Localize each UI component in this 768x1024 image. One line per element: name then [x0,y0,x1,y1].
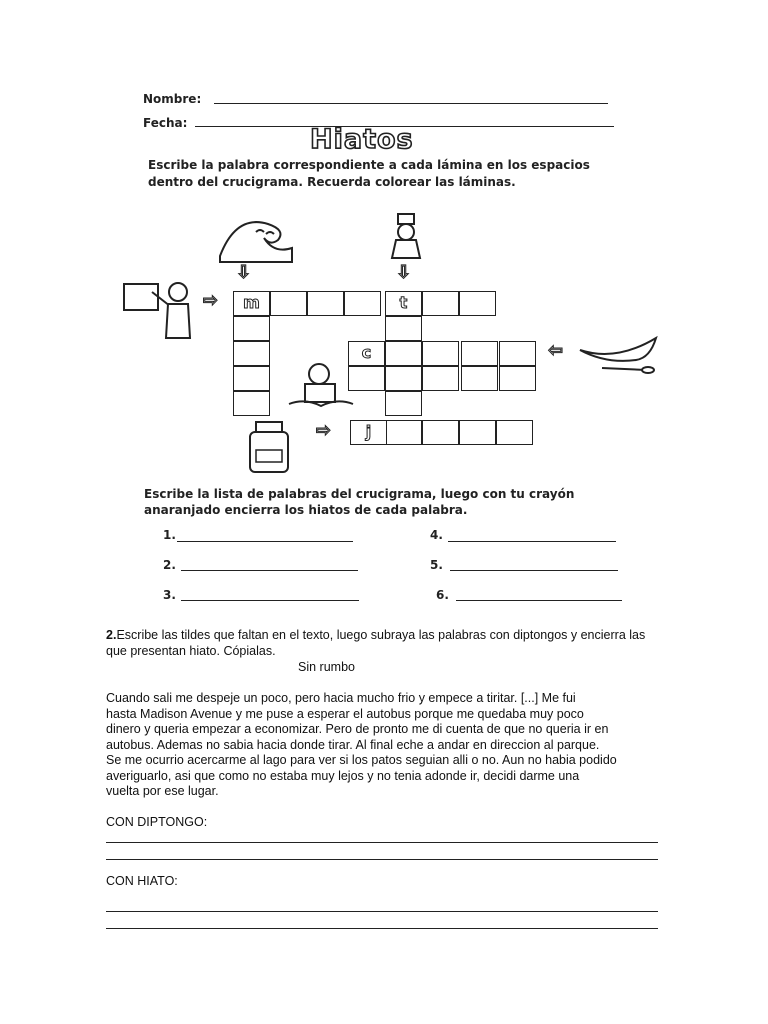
crossword-cell[interactable] [422,366,459,391]
crossword-cell[interactable] [496,420,533,445]
crossword-cell[interactable] [233,316,270,341]
instructions-1-line-2: dentro del crucigrama. Recuerda colorear las láminas. [148,175,516,189]
crossword-cell[interactable] [385,420,422,445]
jar-illustration [246,420,294,474]
child-reading-illustration [285,360,357,412]
hiato-label: CON HIATO: [106,874,178,888]
nombre-field[interactable] [214,103,608,104]
answer-number: 4. [430,528,443,542]
crossword-cell[interactable] [461,341,498,366]
answer-number: 1. [163,528,176,542]
instructions-1-line-1: Escribe la palabra correspondiente a cada lámina en los espacios [148,158,590,172]
prompt-line-2: que presentan hiato. Cópialas. [106,643,276,658]
answer-line-6[interactable] [456,600,622,601]
crossword-cell[interactable]: c [348,341,385,366]
teacher-illustration [122,278,202,342]
canoe-illustration [576,332,660,376]
paragraph-line: dinero y queria empezar a economizar. Pero de pronto me di cuenta de que no queria ir en [106,722,609,736]
crossword-cell[interactable] [385,391,422,416]
paragraph-line: hasta Madison Avenue y me puse a esperar el autobus porque me quedaba muy poco [106,706,584,721]
paragraph-line: autobus. Ademas no sabia hacia donde tirar. Al final eche a andar en direccion al parque. [106,737,600,752]
crossword-cell[interactable] [422,420,459,445]
text-title: Sin rumbo [298,660,355,674]
answer-number: 5. [430,558,443,572]
fecha-label: Fecha: [143,116,188,130]
instructions-2 [144,486,574,518]
crossword-cell[interactable] [348,366,385,391]
paragraph-line: vuelta por ese lugar. [106,784,219,798]
crossword-cell[interactable] [459,291,496,316]
crossword-cell[interactable] [422,291,459,316]
answer-number: 6. [436,588,449,602]
right-arrow-icon: ⇨ [316,420,332,441]
paragraph-line: Se me ocurrio acercarme al lago para ver si los patos seguian alli o no. Aun no habia podido [106,753,617,767]
answer-number: 2. [163,558,176,572]
crossword-cell[interactable] [344,291,381,316]
exercise-2-prompt [106,628,645,659]
hiato-answer-line-1[interactable] [106,911,658,912]
page-title: Hiatos [310,124,414,155]
instructions-1 [148,157,590,191]
paragraph-line: averiguarlo, asi que como no estaba muy lejos y no tenia adonde ir, decidi darme una [106,768,580,783]
crossword-cell[interactable] [385,366,422,391]
crossword-cell[interactable] [422,341,459,366]
hiato-answer-line-2[interactable] [106,928,658,929]
crossword-cell[interactable] [307,291,344,316]
crossword-cell[interactable] [499,341,536,366]
crossword-cell[interactable] [385,316,422,341]
prompt-line-1: Escribe las tildes que faltan en el texto, luego subraya las palabras con diptongos y encierra las [116,628,646,642]
character-illustration [384,212,428,262]
wave-illustration [216,210,296,265]
crossword-cell[interactable] [459,420,496,445]
crossword-cell[interactable] [233,366,270,391]
right-arrow-icon: ⇨ [203,290,219,311]
diptongo-label: CON DIPTONGO: [106,815,208,829]
crossword-cell[interactable] [461,366,498,391]
answer-number: 3. [163,588,176,602]
paragraph-line: Cuando sali me despeje un poco, pero hacia mucho frio y empece a tiritar. [...] Me fui [106,691,576,705]
left-arrow-icon: ⇦ [548,340,564,361]
answer-line-5[interactable] [450,570,618,571]
crossword-cell[interactable] [270,291,307,316]
crossword-cell[interactable]: j [350,420,387,445]
down-arrow-icon: ⇩ [236,262,252,283]
crossword-cell[interactable] [385,341,422,366]
instructions-2-line-2: anaranjado encierra los hiatos de cada palabra. [144,503,468,517]
crossword-cell[interactable] [233,341,270,366]
down-arrow-icon: ⇩ [396,262,412,283]
diptongo-answer-line-2[interactable] [106,859,658,860]
exercise-number: 2. [106,628,117,642]
diptongo-answer-line-1[interactable] [106,842,658,843]
crossword-cell[interactable] [233,391,270,416]
exercise-paragraph [106,691,617,800]
answer-line-1[interactable] [177,541,353,542]
nombre-label: Nombre: [143,92,202,106]
answer-line-4[interactable] [448,541,616,542]
crossword-cell[interactable]: t [385,291,422,316]
crossword-cell[interactable]: m [233,291,270,316]
answer-line-2[interactable] [181,570,358,571]
crossword-cell[interactable] [499,366,536,391]
answer-line-3[interactable] [181,600,359,601]
instructions-2-line-1: Escribe la lista de palabras del crucigrama, luego con tu crayón [144,487,575,501]
